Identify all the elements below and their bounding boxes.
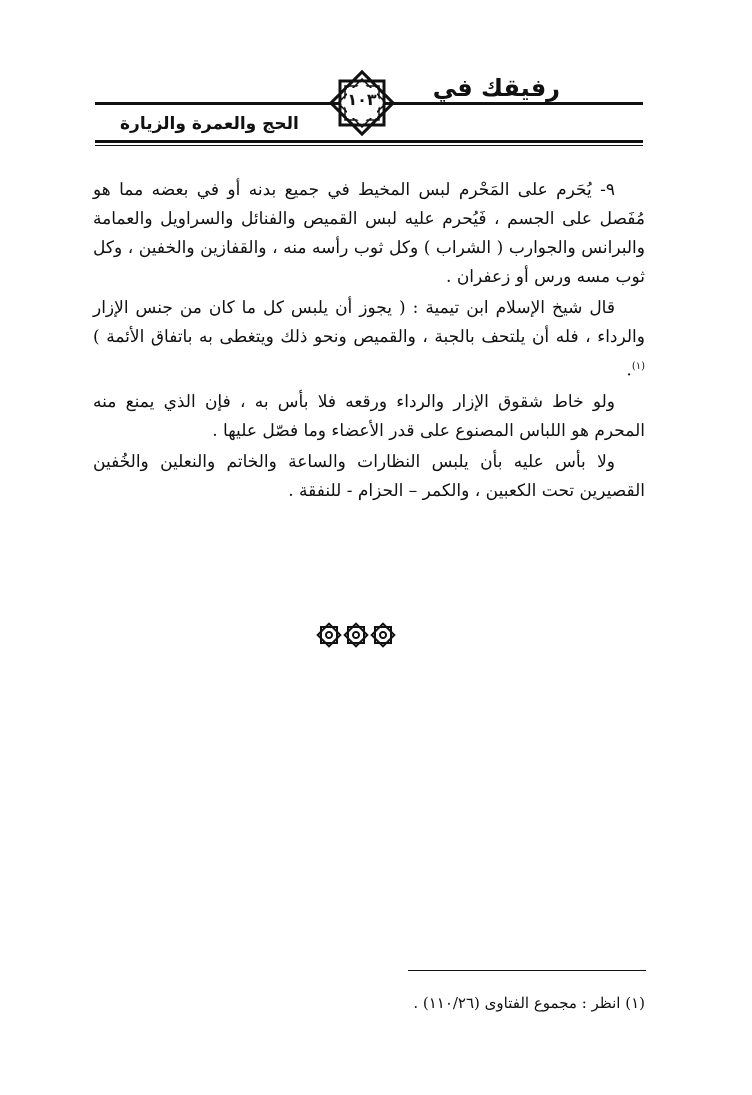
- page-number: ١٠٣: [347, 90, 377, 109]
- footnote-separator: [408, 970, 646, 971]
- paragraph-stitching: ولو خاط شقوق الإزار والرداء ورقعه فلا بأس به ، فإن الذي يمنع منه المحرم هو اللباس المصنوع على قدر الأعضاء وما فصّل عليها .: [93, 391, 645, 441]
- quote-text: قال شيخ الإسلام ابن تيمية : ( يجوز أن يلبس كل ما كان من جنس الإزار والرداء ، فله أن يلتحف بالجبة ، والقميص ونحو ذلك ويتغطى به باتفاق الأئمة ): [93, 298, 645, 347]
- section-divider-ornament: [315, 620, 397, 650]
- page-header: [0, 0, 752, 160]
- running-title: رفيقك في: [432, 74, 560, 102]
- header-rule-bottom: [95, 140, 643, 143]
- header-rule-bottom-thin: [95, 145, 643, 146]
- three-stars-ornament-icon: [315, 620, 397, 650]
- footnote-marker: (١): [631, 361, 645, 372]
- footnote: (١) انظر : مجموع الفتاوى (١١٠/٢٦) .: [413, 994, 645, 1012]
- paragraph-clothing-prohibition: ٩- يُحَرم على المَحْرم لبس المخيط في جميع بدنه أو في بعضه مما هو مُفَصل على الجسم ، فَيُحرم عليه لبس القميص والفنائل والسراويل والعمامة والبرانس والجوارب ( الشراب ) وكل ثوب رأسه منه ، والقفازين والخفين ، وكل ثوب مسه ورس أو زعفران .: [93, 180, 645, 287]
- running-subtitle: الحج والعمرة والزيارة: [120, 114, 299, 134]
- body-text: [93, 176, 645, 506]
- paragraph-ibn-taymiyyah-quote: قال شيخ الإسلام ابن تيمية : ( يجوز أن يلبس كل ما كان من جنس الإزار والرداء ، فله أن يلتحف بالجبة ، والقميص ونحو ذلك ويتغطى به باتفاق الأئمة ) $^{(١)}$.: [93, 298, 645, 381]
- paragraph-allowed-items: ولا بأس عليه بأن يلبس النظارات والساعة والخاتم والنعلين والخُفين القصيرين تحت الكعبين ، والكمر – الحزام - للنفقة .: [93, 451, 645, 501]
